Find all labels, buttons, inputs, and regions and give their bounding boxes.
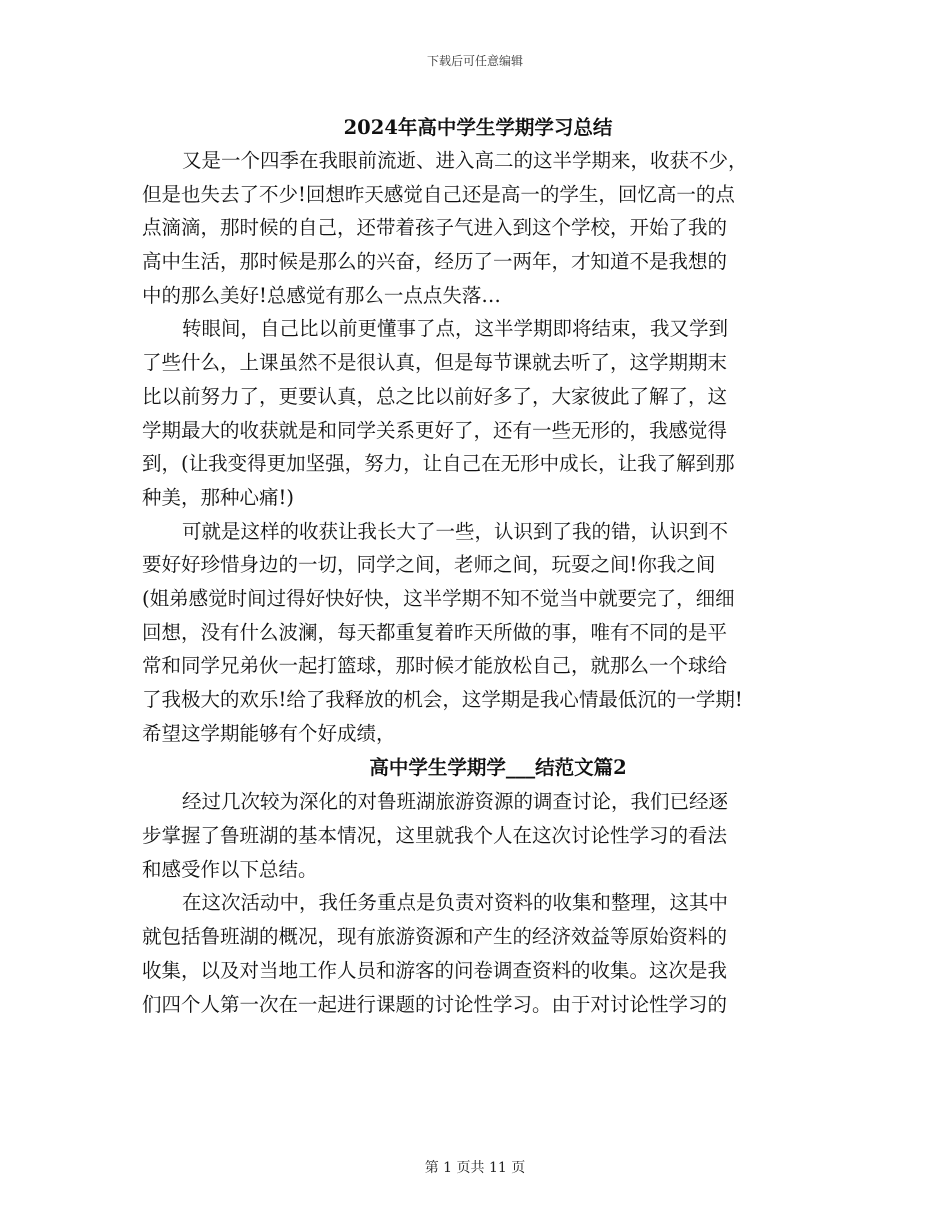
paragraph-1 (142, 144, 814, 312)
document-title: 2024年高中学生学期学习总结 (343, 116, 613, 139)
paragraph-3 (142, 515, 814, 751)
text-line: 到，(让我变得更加坚强，努力，让自己在无形中成长，让我了解到那 (142, 452, 735, 476)
text-line: 点滴滴，那时候的自己，还带着孩子气进入到这个学校，开始了我的 (142, 216, 728, 240)
text-line: 就包括鲁班湖的概况，现有旅游资源和产生的经济效益等原始资料的 (142, 925, 728, 949)
text-line: 收集，以及对当地工作人员和游客的问卷调查资料的收集。这次是我 (142, 958, 728, 982)
text-line: 比以前努力了，更要认真，总之比以前好多了，大家彼此了解了，这 (142, 384, 728, 408)
text-line: 回想，没有什么波澜，每天都重复着昨天所做的事，唯有不同的是平 (142, 620, 728, 644)
text-line: 和感受作以下总结。 (142, 857, 318, 881)
text-line: 在这次活动中，我任务重点是负责对资料的收集和整理，这其中 (182, 891, 729, 915)
text-line: 转眼间，自己比以前更懂事了点，这半学期即将结束，我又学到 (182, 317, 729, 341)
paragraph-5 (142, 886, 814, 1021)
text-line: 中的那么美好!总感觉有那么一点点失落… (142, 283, 501, 307)
text-line: 又是一个四季在我眼前流逝、进入高二的这半学期来，收获不少， (182, 149, 748, 172)
text-line: 们四个人第一次在一起进行课题的讨论性学习。由于对讨论性学习的 (142, 992, 728, 1016)
text-line: 可就是这样的收获让我长大了一些，认识到了我的错，认识到不 (182, 519, 729, 543)
text-line: 了些什么，上课虽然不是很认真，但是每节课就去听了，这学期期末 (142, 351, 728, 375)
paragraph-4 (142, 785, 814, 886)
text-line: (姐弟感觉时间过得好快好快，这半学期不知不觉当中就要完了，细细 (142, 586, 735, 610)
text-line: 学期最大的收获就是和同学关系更好了，还有一些无形的，我感觉得 (142, 418, 728, 442)
section-title: 高中学生学期学___结范文篇2 (369, 756, 627, 780)
text-line: 步掌握了鲁班湖的基本情况，这里就我个人在这次讨论性学习的看法 (142, 824, 728, 848)
paragraph-2 (142, 312, 814, 514)
text-line: 高中生活，那时候是那么的兴奋，经历了一两年，才知道不是我想的 (142, 250, 728, 274)
text-line: 要好好珍惜身边的一切，同学之间，老师之间，玩耍之间!你我之间 (142, 553, 716, 577)
text-line: 希望这学期能够有个好成绩， (142, 721, 396, 745)
header-note: 下载后可任意编辑 (426, 54, 523, 68)
text-line: 但是也失去了不少!回想昨天感觉自己还是高一的学生，回忆高一的点 (142, 182, 735, 206)
text-line: 常和同学兄弟伙一起打篮球，那时候才能放松自己，就那么一个球给 (142, 654, 728, 678)
text-line: 种美，那种心痛!) (142, 485, 294, 509)
page-footer: 第 1 页共 11 页 (424, 1160, 526, 1176)
document-body (142, 112, 814, 1021)
text-line: 了我极大的欢乐!给了我释放的机会，这学期是我心情最低沉的一学期! (142, 688, 743, 711)
text-line: 经过几次较为深化的对鲁班湖旅游资源的调查讨论，我们已经逐 (182, 790, 729, 814)
